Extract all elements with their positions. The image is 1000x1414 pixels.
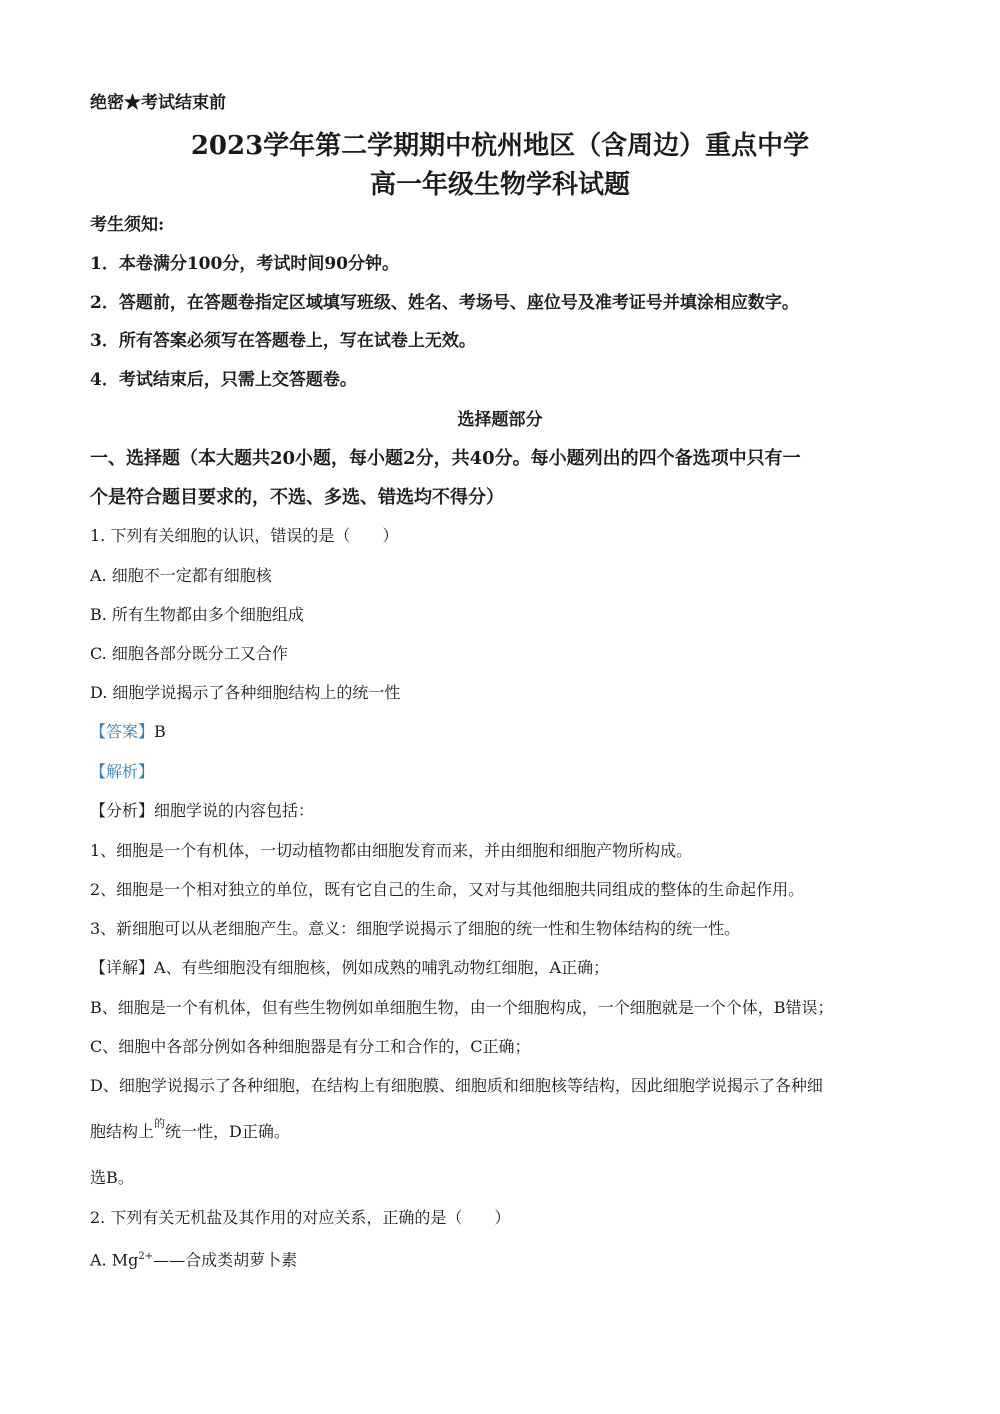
exam-title-line1: 2023学年第二学期期中杭州地区（含周边）重点中学 bbox=[190, 131, 810, 161]
q1-option-d: D. 细胞学说揭示了各种细胞结构上的统一性 bbox=[90, 683, 401, 702]
q2-option-a-post: ——合成类胡萝卜素 bbox=[153, 1250, 298, 1270]
detail-d-line1: D、细胞学说揭示了各种细胞，在结构上有细胞膜、细胞质和细胞核等结构，因此细胞学说揭示了各种细 bbox=[90, 1076, 823, 1095]
q2-stem: 2. 下列有关无机盐及其作用的对应关系，正确的是（ ） bbox=[90, 1208, 511, 1227]
confidential-mark: 绝密★考试结束前 bbox=[90, 93, 226, 113]
detail-a: 【详解】A、有些细胞没有细胞核，例如成熟的哺乳动物红细胞，A正确； bbox=[90, 958, 610, 977]
detail-c: C、细胞中各部分例如各种细胞器是有分工和合作的，C正确； bbox=[90, 1037, 531, 1056]
q1-answer bbox=[90, 721, 166, 743]
q2-option-a-pre: A. Mg bbox=[90, 1250, 139, 1270]
notice-item-1: 1．本卷满分100分，考试时间90分钟。 bbox=[90, 254, 399, 274]
analysis-point-1: 1、细胞是一个有机体，一切动植物都由细胞发育而来，并由细胞和细胞产物所构成。 bbox=[90, 841, 693, 860]
q1-option-b: B. 所有生物都由多个细胞组成 bbox=[90, 605, 304, 624]
analysis-intro: 【分析】细胞学说的内容包括： bbox=[90, 801, 315, 820]
section-instruction-line2: 个是符合题目要求的，不选、多选、错选均不得分） bbox=[90, 487, 504, 508]
detail-d-line2-sup: 的 bbox=[154, 1117, 166, 1130]
exam-title-line2: 高一年级生物学科试题 bbox=[369, 170, 630, 200]
analysis-point-2: 2、细胞是一个相对独立的单位，既有它自己的生命，又对与其他细胞共同组成的整体的生命起作用。 bbox=[90, 880, 805, 899]
q1-conclusion: 选B。 bbox=[90, 1168, 134, 1187]
q1-option-c: C. 细胞各部分既分工又合作 bbox=[90, 644, 288, 663]
notice-item-3: 3．所有答案必须写在答题卷上，写在试卷上无效。 bbox=[90, 331, 476, 351]
section-instruction-line1: 一、选择题（本大题共20小题，每小题2分，共40分。每小题列出的四个备选项中只有一 bbox=[90, 448, 801, 469]
analysis-point-3: 3、新细胞可以从老细胞产生。意义：细胞学说揭示了细胞的统一性和生物体结构的统一性。 bbox=[90, 919, 741, 938]
answer-label: 【答案】 bbox=[90, 722, 155, 741]
q1-stem: 1. 下列有关细胞的认识，错误的是（ ） bbox=[90, 526, 399, 545]
q1-option-a: A. 细胞不一定都有细胞核 bbox=[90, 566, 272, 585]
analysis-label: 【解析】 bbox=[90, 762, 155, 781]
detail-d-line2 bbox=[90, 1117, 290, 1145]
q2-option-a bbox=[90, 1246, 297, 1271]
detail-d-line2-pre: 胞结构上 bbox=[90, 1122, 155, 1141]
notice-heading: 考生须知: bbox=[90, 215, 165, 235]
q2-option-a-sup: 2+ bbox=[138, 1251, 154, 1262]
section-title: 选择题部分 bbox=[457, 410, 543, 430]
notice-item-4: 4．考试结束后，只需上交答题卷。 bbox=[90, 370, 357, 390]
detail-d-line2-post: 统一性，D正确。 bbox=[165, 1122, 290, 1141]
notice-item-2: 2．答题前，在答题卷指定区域填写班级、姓名、考场号、座位号及准考证号并填涂相应数字。 bbox=[90, 293, 799, 313]
detail-b: B、细胞是一个有机体，但有些生物例如单细胞生物，由一个细胞构成，一个细胞就是一个个体，B错误； bbox=[90, 998, 834, 1017]
answer-value: B bbox=[154, 722, 166, 741]
